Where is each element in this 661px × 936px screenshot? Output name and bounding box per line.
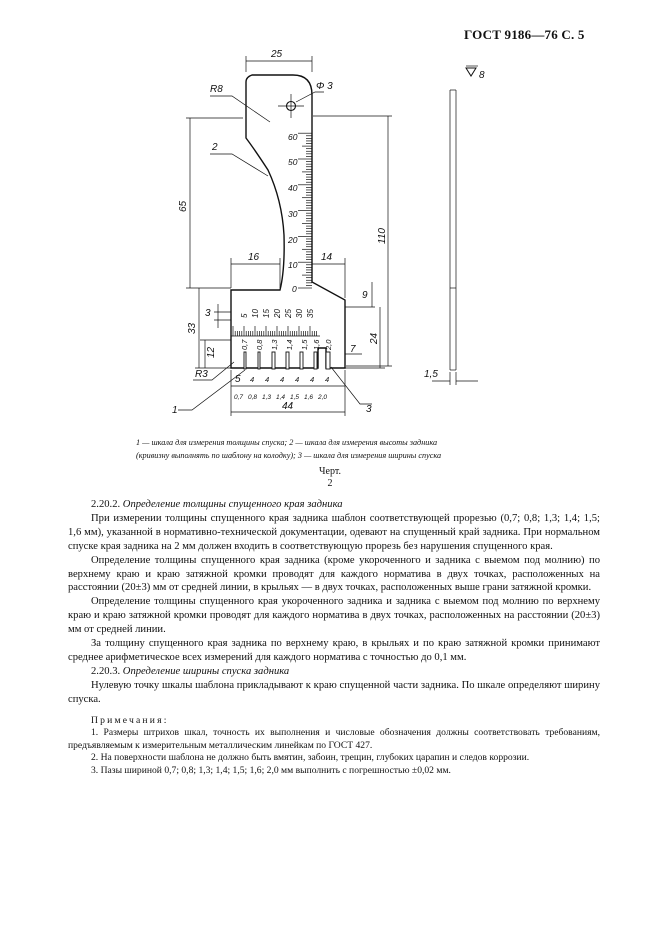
dim-65: 65: [178, 200, 189, 212]
width-scale-label: 10: [251, 309, 260, 318]
spacing-label: 4: [280, 375, 285, 384]
paragraph: Нулевую точку шкалы шаблона прикладывают к краю спущенной части задника. По шкале определяют ширину спуска.: [68, 679, 600, 705]
note-item: 3. Пазы шириной 0,7; 0,8; 1,3; 1,4; 1,5; 1,6; 2,0 мм выполнить с погрешностью ±0,02 мм.: [91, 764, 451, 776]
caption-line-2: (кривизну выполнять по шаблону на колодку); 3 — шкала для измерения ширины спуска: [136, 451, 442, 460]
slot-label: 2,0: [324, 339, 333, 350]
height-scale-label: 60: [288, 132, 298, 142]
width-scale-label: 25: [284, 309, 293, 318]
spacing-label: 4: [325, 375, 330, 384]
spacing-label: 4: [265, 375, 270, 384]
slot: [326, 352, 330, 369]
dim-44: 44: [282, 401, 294, 412]
dim-12: 12: [206, 346, 217, 358]
spacing-label: 4: [310, 375, 315, 384]
height-scale-label: 0: [292, 284, 297, 294]
slot-label: 1,4: [285, 339, 294, 350]
caption-line-1: 1 — шкала для измерения толщины спуска; 2 — шкала для измерения высоты задника: [136, 438, 438, 447]
width-scale-label: 5: [240, 313, 249, 318]
dim-3: 3: [205, 308, 211, 319]
slot-bottom-label: 1,3: [262, 394, 272, 401]
height-scale-ticks: [298, 133, 312, 288]
height-scale-label: 40: [288, 183, 298, 193]
slot: [258, 352, 260, 369]
dim-hole: Φ 3: [316, 81, 333, 92]
body-text: [68, 498, 600, 778]
width-scale-label: 15: [262, 309, 271, 318]
dim-33: 33: [187, 322, 198, 334]
dim-24: 24: [369, 332, 380, 344]
paragraph: За толщину спущенного края задника по верхнему краю, в крыльях и по краю затяжной кромки принимают среднее арифметическое всех измерений для каждого норматива с точностью до 0,1 мм.: [68, 638, 600, 663]
section-heading: 2.20.3. Определение ширины спуска задника: [91, 665, 290, 677]
slot: [300, 352, 303, 369]
dim-110: 110: [377, 228, 388, 244]
chert-label: Черт.: [319, 466, 341, 477]
chert-number: 2: [327, 478, 333, 489]
dim-r8: R8: [210, 84, 223, 95]
dim-16: 16: [248, 252, 260, 263]
width-scale-label: 20: [273, 309, 282, 318]
height-scale-label: 10: [288, 260, 298, 270]
slot-label: 0,8: [255, 339, 264, 350]
slot-bottom-label: 1,4: [276, 394, 286, 401]
slot: [314, 352, 317, 369]
dim-r3: R3: [195, 369, 208, 380]
slot: [286, 352, 289, 369]
width-scale-label: 35: [306, 309, 315, 318]
paragraph: Определение толщины спущенного края задника (кроме укороченного и задника с выемом под молнию) по верхнему краю и краю затяжной кромки проводят для каждого норматива в двух точках, расположенных на расстоянии (20±3) мм от средней линии, в крыльях — в двух точках, расположенных выше грани затяжной кромки.: [68, 554, 600, 594]
dim-9: 9: [362, 290, 368, 301]
height-scale-label: 20: [288, 235, 298, 245]
slot-bottom-label: 0,8: [248, 394, 258, 401]
dim-25: 25: [271, 49, 283, 60]
notes: [68, 715, 600, 778]
leader-3: 3: [366, 404, 372, 415]
dim-5: 5: [235, 374, 241, 385]
spacing-label: 4: [250, 375, 255, 384]
leader-1: 1: [172, 405, 178, 416]
slot-bottom-label: 1,6: [304, 394, 314, 401]
leader-2: 2: [212, 142, 218, 153]
dim-thickness: 1,5: [424, 369, 438, 380]
figure-caption: [136, 436, 536, 462]
slot-label: 0,7: [240, 339, 249, 350]
notes-title: Примечания:: [91, 714, 169, 726]
section-heading: 2.20.2. Определение толщины спущенного края задника: [91, 499, 343, 510]
spacing-label: 4: [295, 375, 300, 384]
slot-label: 1,5: [300, 339, 309, 350]
paragraph: Определение толщины спущенного края укороченного задника и задника с выемом под молнию по верхнему краю и краю затяжной кромки проводят для каждого норматива в двух точках, расположенных на расстоянии (20±3) мм от средней линии.: [68, 596, 600, 636]
figure-number: [300, 466, 360, 490]
thickness-slots: [244, 352, 330, 369]
width-scale-ticks: [231, 326, 320, 336]
slot-bottom-label: 0,7: [234, 394, 244, 401]
note-item: 2. На поверхности шаблона не должно быть вмятин, забоин, трещин, глубоких царапин и следов коррозии.: [91, 752, 530, 764]
slot-label: 1,6: [312, 339, 321, 350]
template-outline: [231, 75, 345, 368]
note-item: 1. Размеры штрихов шкал, точность их выполнения и числовые обозначения должны соответствовать требованиям, предъявляемым к измерительным металлическим линейкам по ГОСТ 427.: [68, 727, 600, 751]
slot-bottom-label: 1,5: [290, 394, 300, 401]
slot-bottom-label: 2,0: [318, 394, 328, 401]
slot: [272, 352, 275, 369]
dim-7: 7: [350, 344, 356, 355]
technical-drawing: [0, 40, 661, 440]
slot: [244, 352, 246, 369]
width-scale-label: 30: [295, 309, 304, 318]
paragraph: При измерении толщины спущенного края задника шаблон соответствующей прорезью (0,7; 0,8; 1,3; 1,4; 1,5; 1,6 мм), указанной в нормативно-технической документации, одевают на спущенный край задника. При нормальном спуске края задника на 2 мм должен входить в соответствующую прорезь без нарушения спущенного края.: [68, 512, 600, 552]
page-header: ГОСТ 9186—76 С. 5: [464, 27, 585, 42]
height-scale-label: 30: [288, 209, 298, 219]
dim-14: 14: [321, 252, 333, 263]
height-scale-label: 50: [288, 157, 298, 167]
slot-label: 1,3: [270, 339, 279, 350]
roughness-value: 8: [479, 70, 485, 81]
